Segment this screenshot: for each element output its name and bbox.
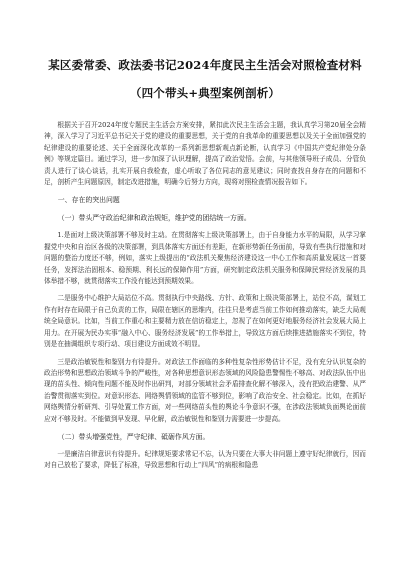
body-paragraph: 1.是面对上级决策部署不够及时主动。在贯彻落实上级决策部署上，由于自身能力水平的局限，从学习掌握党中央和自治区各级的决策部署，到具体落实方面还有差距，在新形势新任务面前，导致有些执行措施和对问题的整治力度还不够，例如，落实上级提出的“政法机关聚焦经济建设这一中心工作和高质量发展这一首要任务，发挥法治固根本、稳预期、利长远的保障作用”方面，研究制定政法机关服务和保障民营经济发展的具体举措不够，就贯彻落实工作没有能达到预期效果。 (44, 231, 366, 286)
body-paragraph: 二是服务中心维护大局站位不高。贯彻执行中央路线、方针、政策和上级决策部署上，站位不高，谋划工作有时存在局限于自己负责的工作，局限在辖区的思维内，往往只是考虑当前工作如何推动落实，缺乏大局观统全局意识。比如，当前工作重心和主要精力放在信访稳定上，忽视了在如何更好地服务经济社会发展大局上用力。在开展为民办实事“融入中心、服务经济发展”的工作举措上，导致这方面后续推进措施落实不到位，特别是在抽调组织专项行动、项目建设方面成效不明显。 (44, 294, 366, 349)
document-body (44, 120, 366, 472)
body-paragraph: 一是廉洁自律意识有待提升。纪律规矩要求常记不忘，认为只要在大事大非问题上遵守好纪律就行，因而对自己放松了要求，降低了标准，导致思想和行动上“四风”的病根和隐患 (44, 449, 366, 470)
document-subtitle: （四个带头+典型案例剖析） (129, 86, 281, 100)
section-heading: 一、存在的突出问题 (57, 196, 120, 205)
subsection-heading: （一）带头严守政治纪律和政治规矩，维护党的团结统一方面。 (57, 214, 251, 223)
subsection-heading: （二）带头增强党性，严守纪律、砥砺作风方面。 (57, 432, 210, 441)
intro-paragraph: 根据关于召开2024年度专题民主生活会方案安排，紧扣此次民主生活会主题，我认真学习第20届全会精神，深入学习了习近平总书记关于党的建设的重要思想，关于党的自我革命的重要思想以及关于全面加强党的纪律建设的重要论述、关于全面深化改革的一系列新思想新观点新论断，认真学习《中国共产党纪律处分条例》等规定篇目。通过学习，进一步加深了认识理解，提高了政治觉悟。会前，与其他领导班子成员、分管负责人进行了谈心谈话，扎实开展自我检查，虚心听取了各位同志的意见建议；同时查找自身存在的问题和不足，剖析产生问题原因，制定改进措施，明确今后努力方向，现将对照检查情况报告如下。 (44, 121, 366, 187)
body-paragraph: 三是政治敏锐性和鉴别力有待提升。对政法工作面临的多种性复杂性形势估计不足，没有充分认识复杂的政治形势和思想政治领域斗争的严峻性，对各种思想意识形态领域的风险隐患警惕性不够高、对政法队伍中出现的苗头性、倾向性问题不能及时作出研判，对部分领域社会矛盾排查化解不够深入，没有把政治建警、从严治警贯彻落实到位。对意识形态、网络舆情领域的监管不够到位，影响了政治安全、社会稳定。比如，在抓好网络舆情分析研判、引导处置工作方面，对一些网络苗头性的舆论斗争意识不强，在涉政法领域负面舆论面前应对不够及时。不能做到早发现、早化解，政治敏锐性和鉴别力需要进一步提高。 (44, 357, 366, 423)
document-title: 某区委常委、政法委书记2024年度民主生活会对照检查材料 (48, 58, 362, 72)
